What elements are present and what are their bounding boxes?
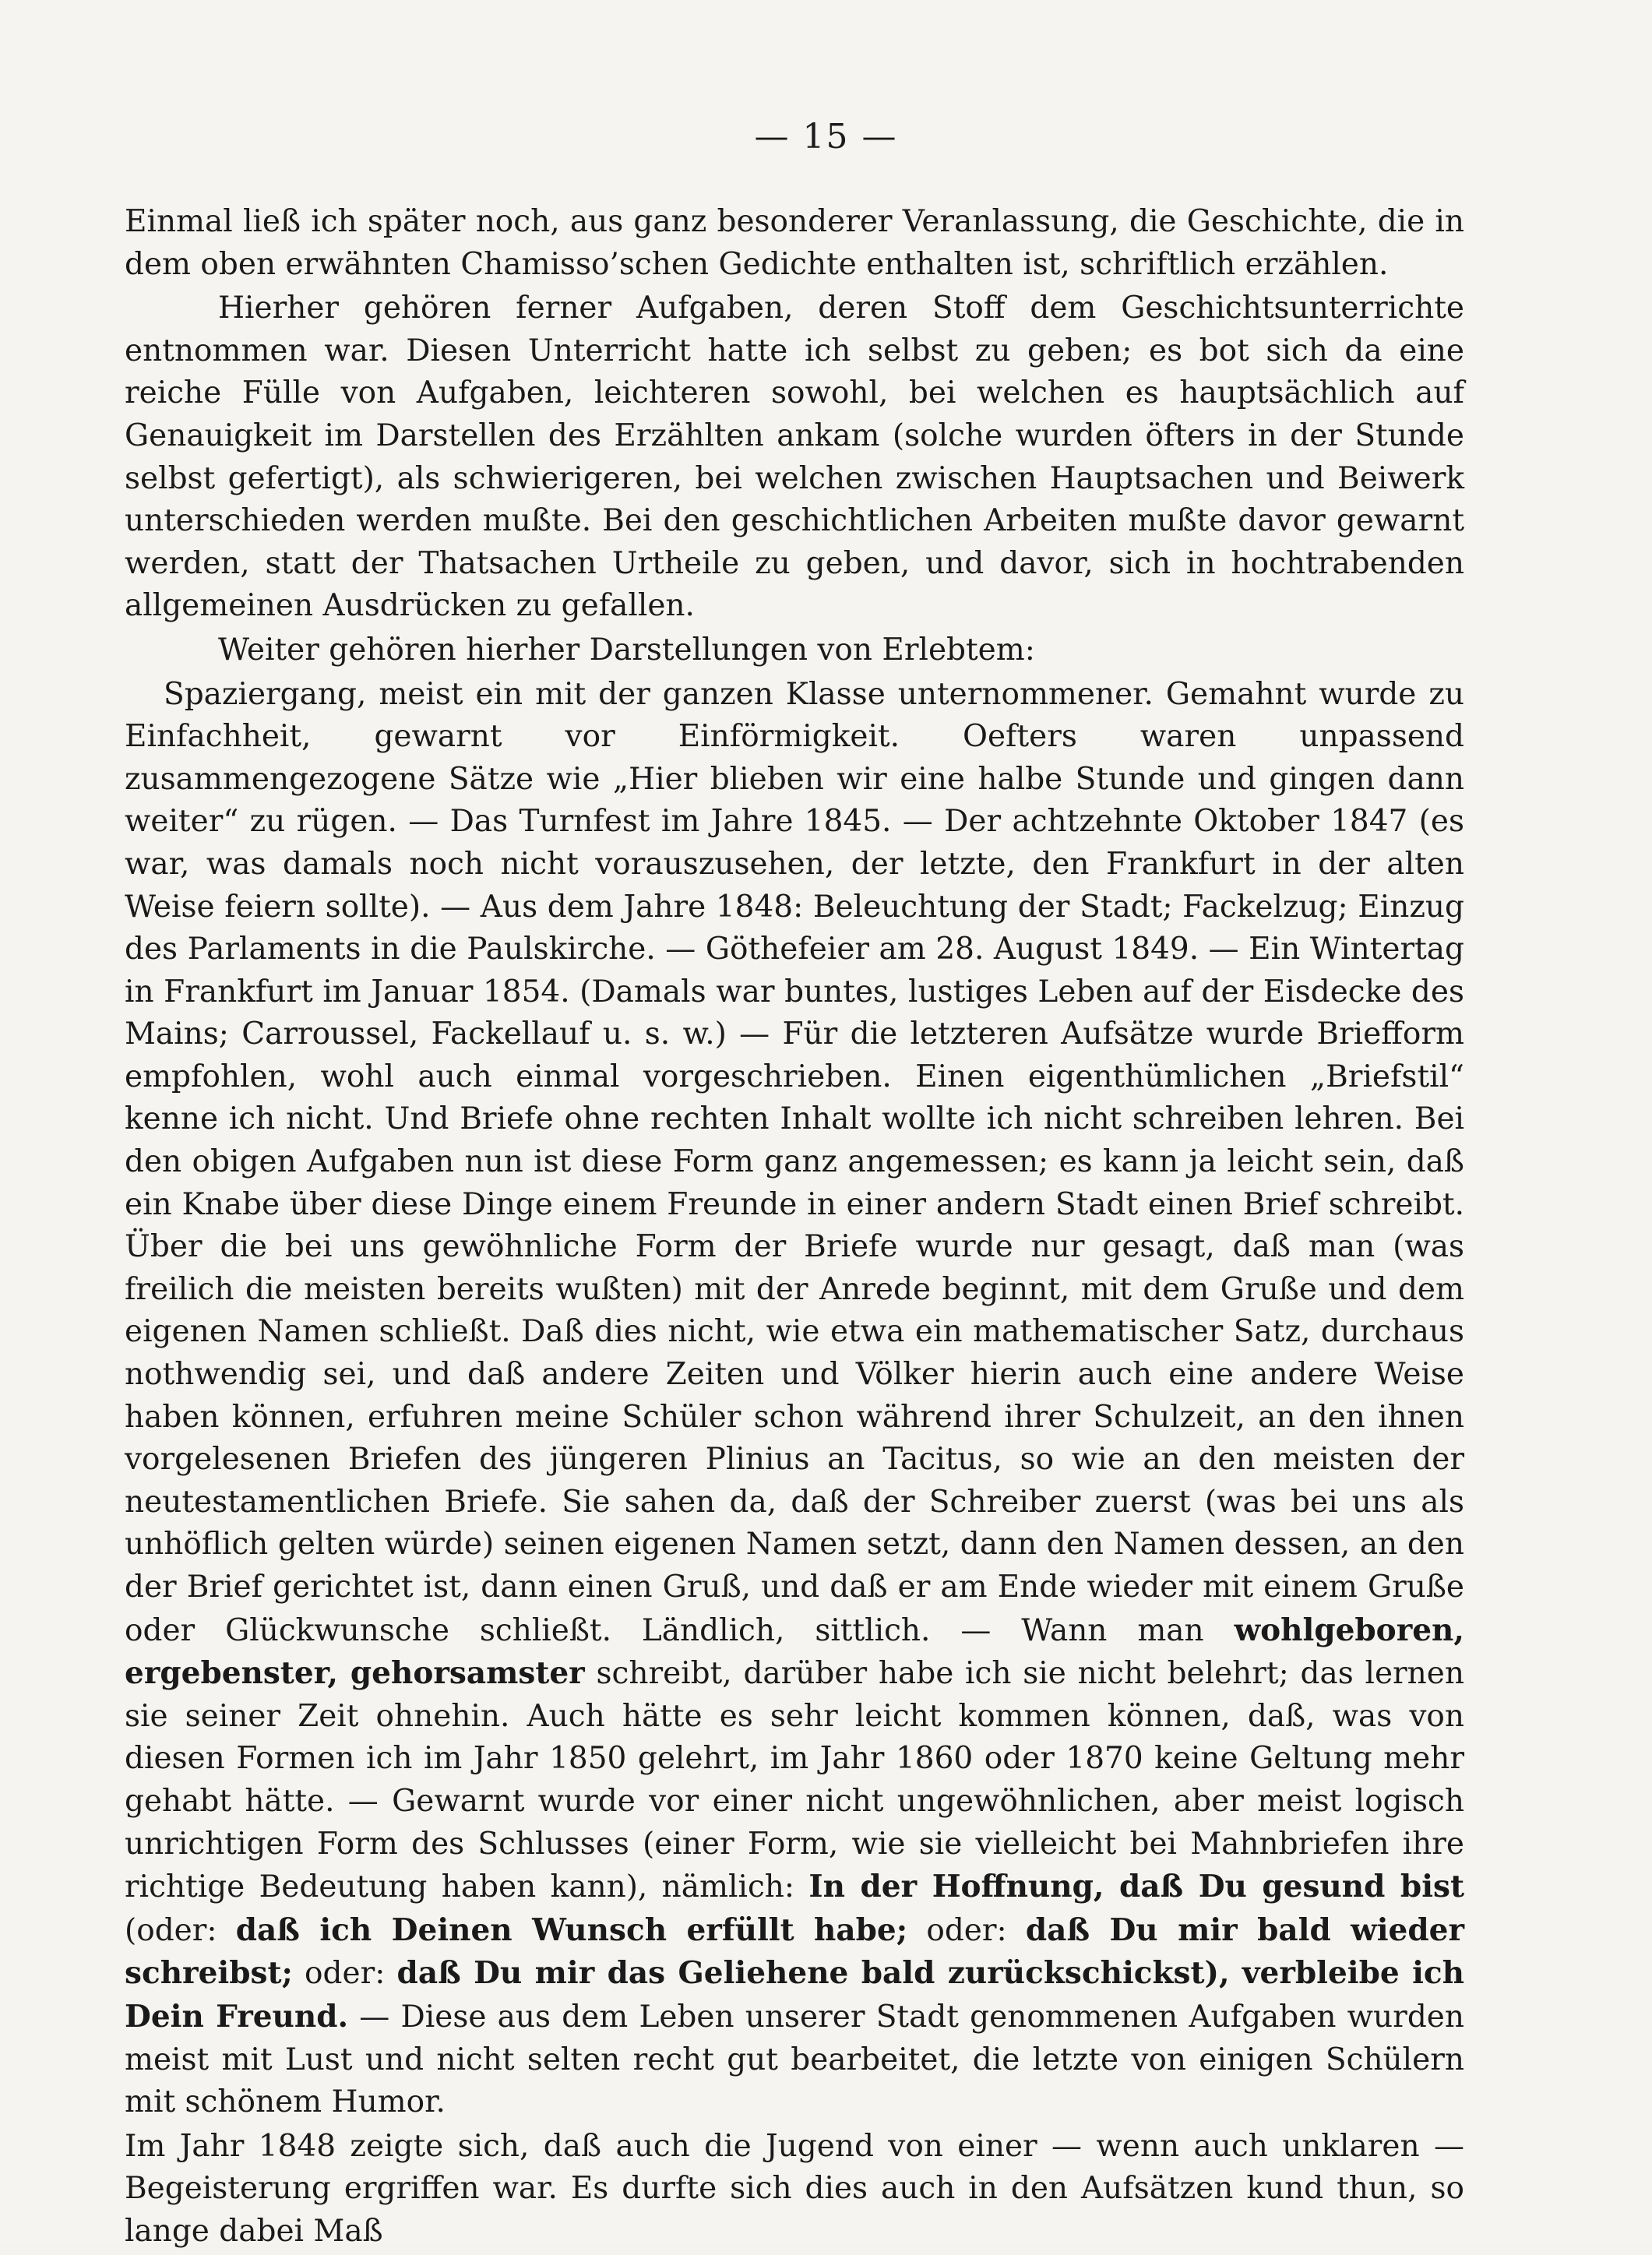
text-run: — Diese aus dem Leben unserer Stadt genommenen Aufgaben wurden meist mit Lust und nicht selten recht gut bearbeitet, die letzte von einigen Schülern mit schönem Humor.: [125, 1999, 1464, 2120]
paragraph: [125, 2126, 1464, 2253]
paragraph: [125, 674, 1464, 2124]
text-run: schreibt, darüber habe ich sie nicht belehrt; das lernen sie seiner Zeit ohnehin. Auch hätte es sehr leicht kommen können, daß, was von diesen Formen ich im Jahr 1850 gelehrt, im Jahr 1860 oder 1870 keine Geltung mehr gehabt hätte. — Gewarnt wurde vor einer nicht ungewöhnlichen, aber meist logisch unrichtigen Form des Schlusses (einer Form, wie sie vielleicht bei Mahnbriefen ihre richtige Bedeutung haben kann), nämlich:: [125, 1656, 1464, 1905]
emphasized-text: In der Hoffnung, daß Du gesund bist: [808, 1869, 1464, 1905]
text-run: oder:: [907, 1912, 1026, 1948]
page-number: — 15 —: [754, 117, 898, 157]
emphasized-text: daß Du mir bald wieder schreibst;: [125, 1911, 1464, 1992]
paragraph: [125, 201, 1464, 286]
text-run: oder:: [292, 1956, 397, 1992]
text-run: Einmal ließ ich später noch, aus ganz besonderer Veranlassung, die Geschichte, die in dem oben erwähnten Chamisso’schen Gedichte enthalten ist, schriftlich erzählen.: [125, 204, 1464, 282]
body-text: [125, 201, 1464, 2255]
paragraph: [125, 287, 1464, 628]
text-run: (oder:: [125, 1912, 236, 1948]
text-run: Spaziergang, meist ein mit der ganzen Klasse unternommener. Gemahnt wurde zu Einfachheit, gewarnt vor Einförmigkeit. Oefters waren unpassend zusammengezogene Sätze wie „Hier blieben wir eine halbe Stunde und gingen dann weiter“ zu rügen. — Das Turnfest im Jahre 1845. — Der achtzehnte Oktober 1847 (es war, was damals noch nicht vorauszusehen, der letzte, den Frankfurt in der alten Weise feiern sollte). — Aus dem Jahre 1848: Beleuchtung der Stadt; Fackelzug; Einzug des Parlaments in die Paulskirche. — Göthefeier am 28. August 1849. — Ein Wintertag in Frankfurt im Januar 1854. (Damals war buntes, lustiges Leben auf der Eisdecke des Mains; Carroussel, Fackellauf u. s. w.) — Für die letzteren Aufsätze wurde Briefform empfohlen, wohl auch einmal vorgeschrieben. Einen eigenthümlichen „Briefstil“ kenne ich nicht. Und Briefe ohne rechten Inhalt wollte ich nicht schreiben lehren. Bei den obigen Aufgaben nun ist diese Form ganz angemessen; es kann ja leicht sein, daß ein Knabe über diese Dinge einem Freunde in einer andern Stadt einen Brief schreibt. Über die bei uns gewöhnliche Form der Briefe wurde nur gesagt, daß man (was freilich die meisten bereits wußten) mit der Anrede beginnt, mit dem Gruße und dem eigenen Namen schließt. Daß dies nicht, wie etwa ein mathematischer Satz, durchaus nothwendig sei, und daß andere Zeiten und Völker hierin auch eine andere Weise haben können, erfuhren meine Schüler schon während ihrer Schulzeit, an den ihnen vorgelesenen Briefen des jüngeren Plinius an Tacitus, so wie an den meisten der neutestamentlichen Briefe. Sie sahen da, daß der Schreiber zuerst (was bei uns als unhöflich gelten würde) seinen eigenen Namen setzt, dann den Namen dessen, an den der Brief gerichtet ist, dann einen Gruß, und daß er am Ende wieder mit einem Gruße oder Glückwunsche schließt. Ländlich, sittlich. — Wann man: [125, 676, 1464, 1648]
text-run: Im Jahr 1848 zeigte sich, daß auch die Jugend von einer — wenn auch unklaren — Begeisterung ergriffen war. Es durfte sich dies auch in den Aufsätzen kund thun, so lange dabei Maß: [125, 2128, 1464, 2249]
text-run: Hierher gehören ferner Aufgaben, deren Stoff dem Geschichtsunterrichte entnommen war. Diesen Unterricht hatte ich selbst zu geben; es bot sich da eine reiche Fülle von Aufgaben, leichteren sowohl, bei welchen es hauptsächlich auf Genauigkeit im Darstellen des Erzählten ankam (solche wurden öfters in der Stunde selbst gefertigt), als schwierigeren, bei welchen zwischen Hauptsachen und Beiwerk unterschieden werden mußte. Bei den geschichtlichen Arbeiten mußte davor gewarnt werden, statt der Thatsachen Urtheile zu geben, und davor, sich in hochtrabenden allgemeinen Ausdrücken zu gefallen.: [125, 291, 1464, 624]
emphasized-text: wohlgeboren, ergebenster, gehorsamster: [125, 1612, 1464, 1692]
text-run: Weiter gehören hierher Darstellungen von Erlebtem:: [218, 632, 1035, 668]
emphasized-text: daß Du mir das Geliehene bald zurückschickst), verbleibe ich Dein Freund.: [125, 1955, 1464, 2035]
emphasized-text: daß ich Deinen Wunsch erfüllt habe;: [235, 1911, 908, 1948]
paragraph: [125, 629, 1464, 672]
